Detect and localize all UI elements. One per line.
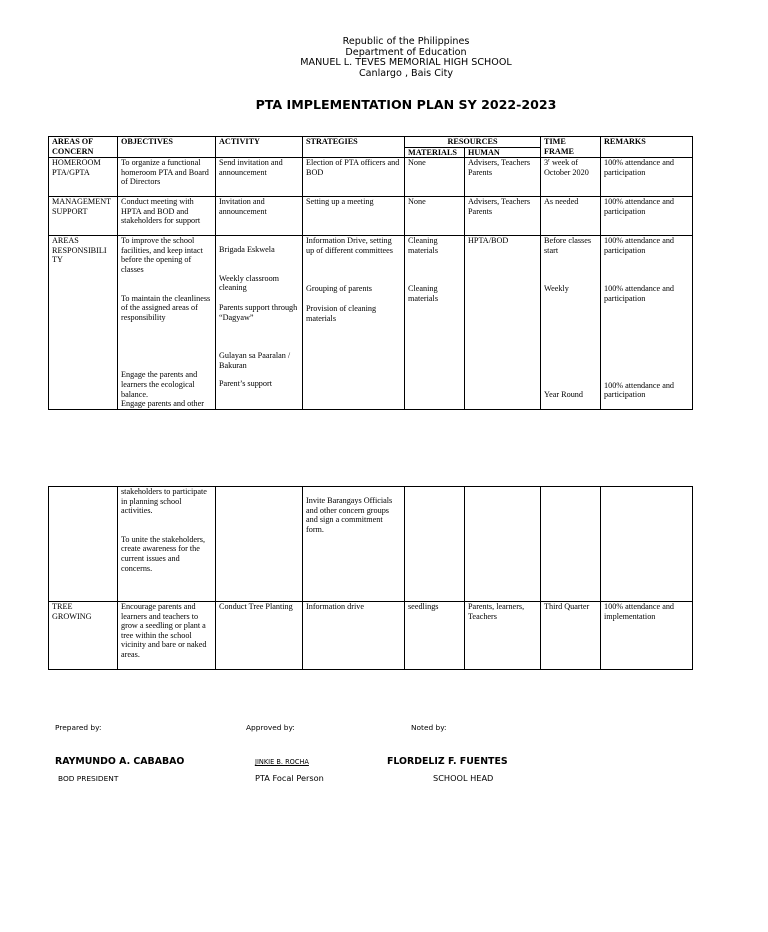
- cell-activity: [216, 487, 303, 602]
- cell-human: HPTA/BOD: [465, 236, 541, 410]
- strategy-item: Invite Barangays Officials and other concern groups and sign a commitment form.: [306, 496, 393, 534]
- cell-remarks: [601, 487, 693, 602]
- objective-item: Engage parents and other: [121, 399, 204, 409]
- activity-item: Weekly classroom cleaning: [219, 273, 280, 293]
- table-row-tree-growing: [49, 602, 693, 670]
- strategy-item: Provision of cleaning materials: [306, 303, 377, 323]
- header-row: [49, 137, 693, 148]
- cell-area: [49, 487, 118, 602]
- cell-strategy: Information drive: [303, 602, 405, 670]
- cell-activity: Invitation and announcement: [216, 197, 303, 236]
- approved-by-label: Approved by:: [246, 723, 295, 732]
- cell-human: Advisers, Teachers Parents: [465, 197, 541, 236]
- cell-strategy: [303, 487, 405, 602]
- prepared-by-title: BOD PRESIDENT: [58, 774, 119, 783]
- cell-materials: [405, 487, 465, 602]
- plan-table: [48, 136, 693, 410]
- prepared-by-name: RAYMUNDO A. CABABAO: [55, 756, 185, 767]
- cell-time-frame: [541, 236, 601, 410]
- col-remarks: REMARKS: [601, 137, 693, 158]
- time-ordinal-suffix: r: [548, 157, 550, 164]
- prepared-by-label: Prepared by:: [55, 723, 102, 732]
- remarks-item: 100% attendance and participation: [604, 380, 675, 400]
- cell-time-frame: [541, 158, 601, 197]
- col-materials: MATERIALS: [405, 147, 465, 158]
- col-activity: ACTIVITY: [216, 137, 303, 158]
- cell-remarks: 100% attendance and participation: [601, 197, 693, 236]
- cell-materials: None: [405, 197, 465, 236]
- activity-item: Parents support through “Dagyaw”: [219, 302, 298, 322]
- noted-by-name: FLORDELIZ F. FUENTES: [387, 756, 508, 767]
- col-strategies: STRATEGIES: [303, 137, 405, 158]
- strategy-item: Grouping of parents: [306, 284, 372, 294]
- remarks-item: 100% attendance and participation: [604, 284, 675, 303]
- time-ordinal: 3: [544, 158, 549, 168]
- col-time-frame: TIME FRAME: [541, 137, 601, 158]
- activity-item: Parent’s support: [219, 379, 272, 389]
- table-row-management: [49, 197, 693, 236]
- cell-strategy: Setting up a meeting: [303, 197, 405, 236]
- cell-human: Advisers, Teachers Parents: [465, 158, 541, 197]
- col-human: HUMAN: [465, 147, 541, 158]
- col-objectives: OBJECTIVES: [118, 137, 216, 158]
- approved-by-title: PTA Focal Person: [255, 773, 324, 783]
- remarks-item: 100% attendance and participation: [604, 236, 675, 255]
- cell-objectives: [118, 236, 216, 410]
- time-rest: week of October 2020: [544, 158, 589, 177]
- cell-remarks: [601, 236, 693, 410]
- activity-item: Brigada Eskwela: [219, 245, 275, 255]
- header-line-republic: Republic of the Philippines: [342, 36, 470, 47]
- cell-area: TREE GROWING: [49, 602, 118, 670]
- col-resources: RESOURCES: [405, 137, 541, 148]
- time-item: Year Round: [544, 389, 583, 399]
- cell-activity: Send invitation and announcement: [216, 158, 303, 197]
- cell-materials: seedlings: [405, 602, 465, 670]
- materials-item: Cleaning materials: [408, 284, 439, 303]
- approved-by-name: JINKIE B. ROCHA: [255, 758, 309, 766]
- header-line-department: Department of Education: [345, 46, 467, 58]
- cell-time-frame: As needed: [541, 197, 601, 236]
- cell-remarks: 100% attendance and participation: [601, 158, 693, 197]
- strategy-item: Information Drive, setting up of different committees: [306, 236, 393, 255]
- objective-item: stakeholders to participate in planning school activities.: [121, 487, 207, 516]
- objective-item: To unite the stakeholders, create awareness for the current issues and concerns.: [121, 534, 206, 573]
- activity-item: Gulayan sa Paaralan / Bakuran: [219, 351, 291, 370]
- noted-by-label: Noted by:: [411, 723, 447, 732]
- materials-item: Cleaning materials: [408, 236, 439, 255]
- cell-strategy: Election of PTA officers and BOD: [303, 158, 405, 197]
- cell-area: AREAS RESPONSIBILI TY: [49, 236, 118, 410]
- table-row-areas-continued: [49, 487, 693, 602]
- cell-human: [465, 487, 541, 602]
- objective-item: Engage the parents and learners the ecological balance.: [121, 370, 198, 399]
- cell-materials: None: [405, 158, 465, 197]
- header-line-address: Canlargo , Bais City: [358, 67, 454, 79]
- cell-activities: [216, 236, 303, 410]
- cell-time-frame: [541, 487, 601, 602]
- table-row-homeroom: [49, 158, 693, 197]
- cell-area: MANAGEMENT SUPPORT: [49, 197, 118, 236]
- plan-table-continued: [48, 486, 693, 670]
- document-title: PTA IMPLEMENTATION PLAN SY 2022-2023: [255, 97, 557, 112]
- table-row-areas-responsibility: [49, 236, 693, 410]
- time-item: Weekly: [544, 284, 569, 294]
- cell-remarks: 100% attendance and implementation: [601, 602, 693, 670]
- cell-objective: To organize a functional homeroom PTA and Board of Directors: [118, 158, 216, 197]
- cell-objective: Conduct meeting with HPTA and BOD and stakeholders for support: [118, 197, 216, 236]
- col-areas-of-concern: AREAS OF CONCERN: [49, 137, 118, 158]
- noted-by-title: SCHOOL HEAD: [433, 773, 494, 783]
- objective-item: To improve the school facilities, and keep intact before the opening of classes: [121, 236, 203, 274]
- cell-materials: [405, 236, 465, 410]
- cell-objectives: [118, 487, 216, 602]
- cell-objective: Encourage parents and learners and teachers to grow a seedling or plant a tree within the school vicinity and bare or naked areas.: [118, 602, 216, 670]
- objective-item: To maintain the cleanliness of the assigned areas of responsibility: [121, 293, 211, 322]
- header-line-school: MANUEL L. TEVES MEMORIAL HIGH SCHOOL: [300, 57, 512, 68]
- cell-human: Parents, learners, Teachers: [465, 602, 541, 670]
- cell-strategies: [303, 236, 405, 410]
- cell-activity: Conduct Tree Planting: [216, 602, 303, 670]
- cell-time-frame: Third Quarter: [541, 602, 601, 670]
- cell-area: HOMEROOM PTA/GPTA: [49, 158, 118, 197]
- time-item: Before classes start: [544, 236, 592, 255]
